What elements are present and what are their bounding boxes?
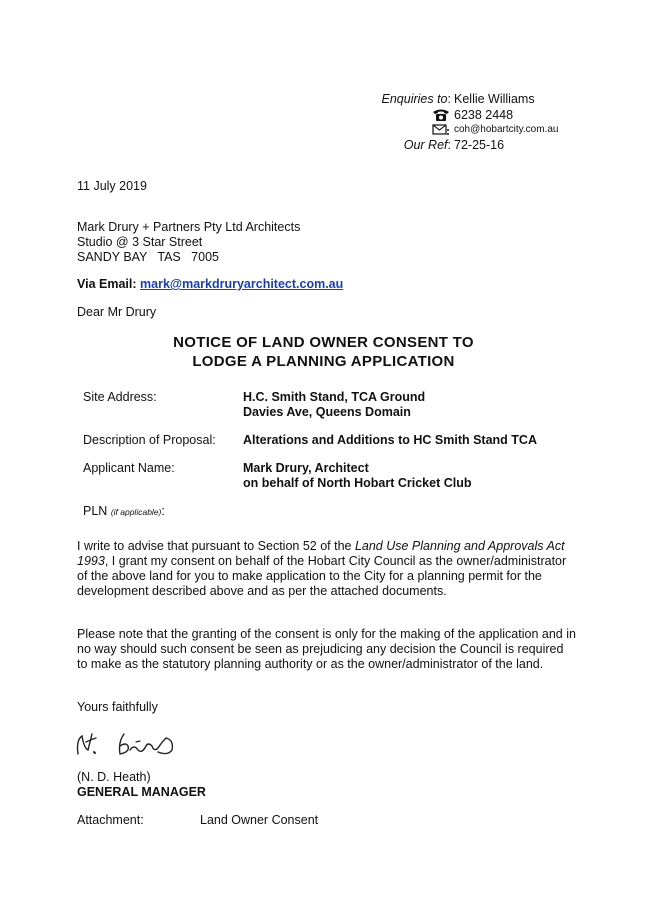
notice-title-line-2: LODGE A PLANNING APPLICATION xyxy=(192,353,455,370)
pln-label: PLN xyxy=(83,504,108,518)
telephone-icon xyxy=(431,108,451,122)
attachment-label: Attachment: xyxy=(77,813,144,827)
salutation: Dear Mr Drury xyxy=(77,305,157,319)
via-email-line xyxy=(77,277,343,291)
description-label: Description of Proposal: xyxy=(83,433,216,447)
pln-line xyxy=(83,504,165,518)
enquiries-email[interactable]: coh@hobartcity.com.au xyxy=(454,124,559,135)
site-address-label: Site Address: xyxy=(83,390,157,404)
signatory-name: (N. D. Heath) xyxy=(77,770,151,784)
description-value: Alterations and Additions to HC Smith Stand TCA xyxy=(243,433,537,447)
our-ref-value: 72-25-16 xyxy=(454,138,505,152)
applicant-label: Applicant Name: xyxy=(83,461,175,475)
body-paragraph-1: I write to advise that pursuant to Section 52 of the Land Use Planning and Approvals Act 1993, I grant my consent on behalf of the Hobart City Council as the owner/administrator of the above land for you to make application to the City for a planning permit for the development described above and as per the attached documents. xyxy=(77,539,567,598)
enquiries-phone: 6238 2448 xyxy=(454,108,514,122)
mail-icon xyxy=(431,123,451,137)
applicant-line-2: on behalf of North Hobart Cricket Club xyxy=(243,476,472,490)
recipient-line-1: Mark Drury + Partners Pty Ltd Architects xyxy=(77,220,301,234)
closing: Yours faithfully xyxy=(77,700,158,714)
attachment-value: Land Owner Consent xyxy=(200,813,319,827)
our-ref-label: Our Ref: xyxy=(403,138,451,152)
via-email-label: Via Email: xyxy=(77,277,137,291)
recipient-line-3: SANDY BAY TAS 7005 xyxy=(77,250,219,264)
recipient-line-2: Studio @ 3 Star Street xyxy=(77,235,203,249)
enquiries-contact-name: Kellie Williams xyxy=(454,92,535,106)
signatory-title: GENERAL MANAGER xyxy=(77,785,206,799)
letter-date: 11 July 2019 xyxy=(77,179,147,193)
signature-image xyxy=(70,728,190,764)
pln-note: (if applicable) xyxy=(110,507,162,517)
site-address-line-1: H.C. Smith Stand, TCA Ground xyxy=(243,390,426,404)
site-address-line-2: Davies Ave, Queens Domain xyxy=(243,405,411,419)
enquiries-label: Enquiries to: xyxy=(381,92,451,106)
body-paragraph-2: Please note that the granting of the consent is only for the making of the application and in no way should such consent be seen as prejudicing any decision the Council is required to make as the statutory planning authority or as the owner/administrator of the land. xyxy=(77,627,576,671)
applicant-line-1: Mark Drury, Architect xyxy=(243,461,369,475)
notice-title-line-1: NOTICE OF LAND OWNER CONSENT TO xyxy=(173,334,474,351)
pln-colon: : xyxy=(161,504,165,518)
recipient-email-link[interactable]: mark@markdruryarchitect.com.au xyxy=(140,277,344,291)
